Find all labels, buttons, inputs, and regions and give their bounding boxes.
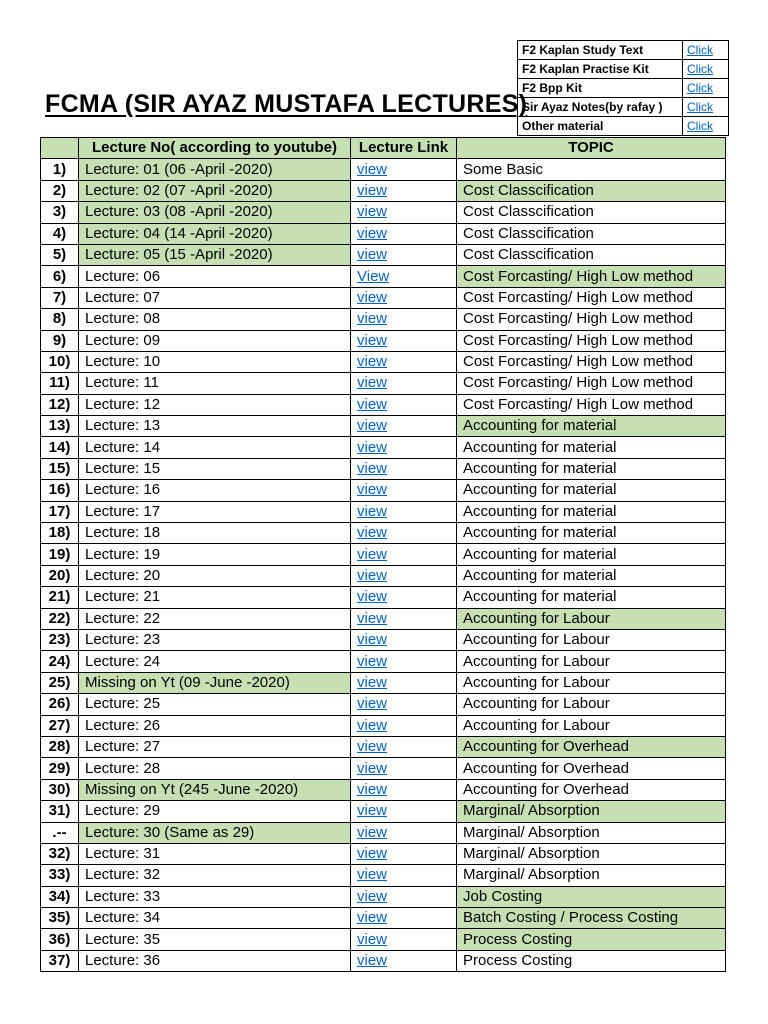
- view-link[interactable]: view: [357, 502, 388, 520]
- table-row: [41, 223, 726, 244]
- lecture-name: Lecture: 27: [79, 736, 351, 757]
- lecture-topic: Cost Classcification: [457, 244, 726, 265]
- lecture-name: Lecture: 03 (08 -April -2020): [79, 202, 351, 223]
- lecture-link-cell: [351, 416, 457, 437]
- row-number: 37): [41, 950, 79, 971]
- table-row: [41, 608, 726, 629]
- lecture-topic: Cost Forcasting/ High Low method: [457, 309, 726, 330]
- lecture-topic: Accounting for Labour: [457, 651, 726, 672]
- lecture-link-cell: [351, 865, 457, 886]
- lecture-link-cell: [351, 523, 457, 544]
- resource-click-link[interactable]: Click: [687, 100, 713, 114]
- lecture-link-cell: [351, 736, 457, 757]
- view-link[interactable]: view: [357, 481, 388, 499]
- lecture-link-cell: [351, 608, 457, 629]
- lecture-link-cell: [351, 929, 457, 950]
- view-link[interactable]: view: [357, 631, 388, 649]
- table-row: [41, 694, 726, 715]
- lecture-topic: Accounting for material: [457, 480, 726, 501]
- view-link[interactable]: view: [357, 203, 388, 221]
- view-link[interactable]: view: [357, 930, 388, 948]
- lecture-link-cell: [351, 715, 457, 736]
- page-title: FCMA (SIR AYAZ MUSTAFA LECTURES): [45, 90, 528, 118]
- lecture-topic: Accounting for Labour: [457, 715, 726, 736]
- lecture-topic: Cost Classcification: [457, 180, 726, 201]
- row-number: 2): [41, 180, 79, 201]
- lecture-link-cell: [351, 480, 457, 501]
- lecture-link-cell: [351, 672, 457, 693]
- view-link[interactable]: view: [357, 909, 388, 927]
- view-link[interactable]: view: [357, 845, 388, 863]
- table-row: [41, 950, 726, 971]
- row-number: 8): [41, 309, 79, 330]
- resource-row: [518, 60, 729, 79]
- lecture-name: Lecture: 33: [79, 886, 351, 907]
- lecture-name: Lecture: 26: [79, 715, 351, 736]
- lecture-table: [40, 137, 726, 972]
- view-link[interactable]: view: [357, 224, 388, 242]
- row-number: 18): [41, 523, 79, 544]
- lecture-topic: Cost Classcification: [457, 202, 726, 223]
- lecture-link-cell: [351, 629, 457, 650]
- row-number: 5): [41, 244, 79, 265]
- lecture-topic: Accounting for material: [457, 523, 726, 544]
- resource-link-cell: [683, 98, 729, 117]
- table-row: [41, 587, 726, 608]
- row-number: 28): [41, 736, 79, 757]
- lecture-name: Lecture: 32: [79, 865, 351, 886]
- resource-click-link[interactable]: Click: [687, 119, 713, 133]
- lecture-name: Lecture: 13: [79, 416, 351, 437]
- row-number: 3): [41, 202, 79, 223]
- row-number: 26): [41, 694, 79, 715]
- table-row: [41, 394, 726, 415]
- lecture-topic: Marginal/ Absorption: [457, 865, 726, 886]
- view-link[interactable]: view: [357, 823, 388, 841]
- table-row: [41, 373, 726, 394]
- row-number: 34): [41, 886, 79, 907]
- row-number: 13): [41, 416, 79, 437]
- view-link[interactable]: view: [357, 395, 388, 413]
- table-row: [41, 672, 726, 693]
- lecture-link-cell: [351, 351, 457, 372]
- row-number: 24): [41, 651, 79, 672]
- lecture-link-cell: [351, 950, 457, 971]
- lecture-name: Lecture: 23: [79, 629, 351, 650]
- row-number: 35): [41, 908, 79, 929]
- table-row: [41, 843, 726, 864]
- lecture-topic: Accounting for Overhead: [457, 736, 726, 757]
- resource-row: [518, 117, 729, 136]
- lecture-topic: Cost Forcasting/ High Low method: [457, 394, 726, 415]
- lecture-topic: Accounting for Labour: [457, 694, 726, 715]
- view-link[interactable]: view: [357, 545, 388, 563]
- view-link[interactable]: view: [357, 887, 388, 905]
- lecture-link-cell: [351, 159, 457, 180]
- row-number: 30): [41, 779, 79, 800]
- resource-link-cell: [683, 79, 729, 98]
- resource-label: Other material: [518, 117, 683, 136]
- row-number: 27): [41, 715, 79, 736]
- lecture-name: Lecture: 08: [79, 309, 351, 330]
- lecture-topic: Cost Forcasting/ High Low method: [457, 287, 726, 308]
- view-link[interactable]: view: [357, 866, 388, 884]
- lecture-link-cell: [351, 309, 457, 330]
- table-row: [41, 736, 726, 757]
- row-number: 12): [41, 394, 79, 415]
- lecture-name: Lecture: 12: [79, 394, 351, 415]
- resources-table: [517, 40, 729, 136]
- lecture-topic: Accounting for Labour: [457, 608, 726, 629]
- lecture-topic: Accounting for Labour: [457, 672, 726, 693]
- row-number: 29): [41, 758, 79, 779]
- lecture-link-cell: [351, 801, 457, 822]
- resource-link-cell: [683, 41, 729, 60]
- table-row: [41, 715, 726, 736]
- row-number: 21): [41, 587, 79, 608]
- header-topic: TOPIC: [457, 138, 726, 159]
- resource-label: Sir Ayaz Notes(by rafay ): [518, 98, 683, 117]
- lecture-link-cell: [351, 394, 457, 415]
- row-number: 23): [41, 629, 79, 650]
- row-number: 7): [41, 287, 79, 308]
- lecture-name: Lecture: 16: [79, 480, 351, 501]
- lecture-topic: Batch Costing / Process Costing: [457, 908, 726, 929]
- table-row: [41, 330, 726, 351]
- view-link[interactable]: view: [357, 802, 388, 820]
- lecture-name: Lecture: 19: [79, 544, 351, 565]
- lecture-link-cell: [351, 373, 457, 394]
- row-number: 22): [41, 608, 79, 629]
- lecture-name: Lecture: 35: [79, 929, 351, 950]
- row-number: 6): [41, 266, 79, 287]
- lecture-name: Lecture: 14: [79, 437, 351, 458]
- row-number: 33): [41, 865, 79, 886]
- lecture-link-cell: [351, 822, 457, 843]
- row-number: 1): [41, 159, 79, 180]
- lecture-link-cell: [351, 565, 457, 586]
- lecture-name: Lecture: 10: [79, 351, 351, 372]
- table-row: [41, 886, 726, 907]
- view-link[interactable]: view: [357, 673, 388, 691]
- lecture-name: Lecture: 36: [79, 950, 351, 971]
- table-row: [41, 779, 726, 800]
- lecture-topic: Marginal/ Absorption: [457, 801, 726, 822]
- view-link[interactable]: view: [357, 524, 388, 542]
- row-number: 11): [41, 373, 79, 394]
- lecture-link-cell: [351, 758, 457, 779]
- view-link[interactable]: view: [357, 588, 388, 606]
- lecture-topic: Cost Forcasting/ High Low method: [457, 330, 726, 351]
- lecture-name: Lecture: 34: [79, 908, 351, 929]
- lecture-name: Missing on Yt (09 -June -2020): [79, 672, 351, 693]
- lecture-name: Lecture: 22: [79, 608, 351, 629]
- lecture-link-cell: [351, 544, 457, 565]
- row-number: 31): [41, 801, 79, 822]
- lecture-link-cell: [351, 651, 457, 672]
- lecture-name: Missing on Yt (245 -June -2020): [79, 779, 351, 800]
- lecture-link-cell: [351, 779, 457, 800]
- resource-row: [518, 41, 729, 60]
- row-number: 20): [41, 565, 79, 586]
- lecture-link-cell: [351, 587, 457, 608]
- row-number: 17): [41, 501, 79, 522]
- lecture-topic: Some Basic: [457, 159, 726, 180]
- table-row: [41, 822, 726, 843]
- lecture-topic: Marginal/ Absorption: [457, 843, 726, 864]
- view-link[interactable]: view: [357, 353, 388, 371]
- lecture-name: Lecture: 18: [79, 523, 351, 544]
- lecture-name: Lecture: 05 (15 -April -2020): [79, 244, 351, 265]
- lecture-link-cell: [351, 458, 457, 479]
- table-row: [41, 309, 726, 330]
- table-row: [41, 266, 726, 287]
- resource-label: F2 Bpp Kit: [518, 79, 683, 98]
- view-link[interactable]: view: [357, 952, 388, 970]
- lecture-name: Lecture: 17: [79, 501, 351, 522]
- lecture-table-body: [41, 159, 726, 972]
- table-row: [41, 758, 726, 779]
- view-link[interactable]: view: [357, 567, 388, 584]
- resource-label: F2 Kaplan Practise Kit: [518, 60, 683, 79]
- view-link[interactable]: view: [357, 652, 388, 670]
- row-number: 10): [41, 351, 79, 372]
- view-link[interactable]: view: [357, 331, 388, 349]
- lecture-topic: Cost Forcasting/ High Low method: [457, 373, 726, 394]
- table-row: [41, 544, 726, 565]
- lecture-name: Lecture: 20: [79, 565, 351, 586]
- resources-table-body: [518, 41, 729, 136]
- resource-click-link[interactable]: Click: [687, 81, 713, 95]
- table-row: [41, 929, 726, 950]
- lecture-link-cell: [351, 266, 457, 287]
- row-number: 36): [41, 929, 79, 950]
- row-number: 14): [41, 437, 79, 458]
- lecture-name: Lecture: 11: [79, 373, 351, 394]
- lecture-link-cell: [351, 287, 457, 308]
- lecture-name: Lecture: 09: [79, 330, 351, 351]
- lecture-link-cell: [351, 501, 457, 522]
- lecture-topic: Marginal/ Absorption: [457, 822, 726, 843]
- table-row: [41, 651, 726, 672]
- lecture-topic: Accounting for Labour: [457, 629, 726, 650]
- header-row: [41, 138, 726, 159]
- table-row: [41, 501, 726, 522]
- resource-row: [518, 79, 729, 98]
- lecture-topic: Accounting for material: [457, 565, 726, 586]
- lecture-topic: Cost Classcification: [457, 223, 726, 244]
- table-row: [41, 458, 726, 479]
- lecture-name: Lecture: 07: [79, 287, 351, 308]
- row-number: 4): [41, 223, 79, 244]
- lecture-name: Lecture: 02 (07 -April -2020): [79, 180, 351, 201]
- resource-label: F2 Kaplan Study Text: [518, 41, 683, 60]
- lecture-link-cell: [351, 202, 457, 223]
- lecture-name: Lecture: 29: [79, 801, 351, 822]
- view-link[interactable]: view: [357, 759, 388, 777]
- lecture-topic: Accounting for material: [457, 544, 726, 565]
- view-link[interactable]: view: [357, 160, 388, 178]
- lecture-topic: Job Costing: [457, 886, 726, 907]
- header-lecture: Lecture No( according to youtube): [79, 138, 351, 159]
- view-link[interactable]: view: [357, 738, 388, 756]
- view-link[interactable]: view: [357, 181, 388, 199]
- table-row: [41, 202, 726, 223]
- view-link[interactable]: view: [357, 310, 388, 328]
- lecture-link-cell: [351, 244, 457, 265]
- table-row: [41, 480, 726, 501]
- row-number: 9): [41, 330, 79, 351]
- table-row: [41, 865, 726, 886]
- lecture-topic: Accounting for Overhead: [457, 758, 726, 779]
- table-row: [41, 908, 726, 929]
- lecture-topic: Process Costing: [457, 950, 726, 971]
- table-row: [41, 180, 726, 201]
- lecture-topic: Accounting for Overhead: [457, 779, 726, 800]
- lecture-name: Lecture: 28: [79, 758, 351, 779]
- table-row: [41, 565, 726, 586]
- view-link[interactable]: view: [357, 695, 388, 713]
- header-number: [41, 138, 79, 159]
- table-row: [41, 416, 726, 437]
- lecture-link-cell: [351, 180, 457, 201]
- lecture-link-cell: [351, 908, 457, 929]
- view-link[interactable]: View: [357, 267, 390, 285]
- lecture-link-cell: [351, 694, 457, 715]
- view-link[interactable]: view: [357, 288, 388, 306]
- view-link[interactable]: view: [357, 780, 388, 798]
- table-row: [41, 801, 726, 822]
- resource-click-link[interactable]: Click: [687, 43, 713, 57]
- row-number: 16): [41, 480, 79, 501]
- lecture-name: Lecture: 30 (Same as 29): [79, 822, 351, 843]
- row-number: 19): [41, 544, 79, 565]
- lecture-topic: Accounting for material: [457, 501, 726, 522]
- lecture-name: Lecture: 15: [79, 458, 351, 479]
- lecture-name: Lecture: 06: [79, 266, 351, 287]
- resource-row: [518, 98, 729, 117]
- view-link[interactable]: view: [357, 246, 388, 264]
- lecture-table-header: [41, 138, 726, 159]
- lecture-topic: Process Costing: [457, 929, 726, 950]
- header-link: Lecture Link: [351, 138, 457, 159]
- table-row: [41, 244, 726, 265]
- lecture-topic: Accounting for material: [457, 458, 726, 479]
- lecture-name: Lecture: 04 (14 -April -2020): [79, 223, 351, 244]
- view-link[interactable]: view: [357, 609, 388, 627]
- lecture-topic: Cost Forcasting/ High Low method: [457, 351, 726, 372]
- lecture-name: Lecture: 24: [79, 651, 351, 672]
- table-row: [41, 351, 726, 372]
- resource-link-cell: [683, 117, 729, 136]
- lecture-name: Lecture: 01 (06 -April -2020): [79, 159, 351, 180]
- row-number: 15): [41, 458, 79, 479]
- lecture-topic: Accounting for material: [457, 587, 726, 608]
- lecture-name: Lecture: 25: [79, 694, 351, 715]
- view-link[interactable]: view: [357, 438, 388, 456]
- resource-link-cell: [683, 60, 729, 79]
- table-row: [41, 523, 726, 544]
- lecture-link-cell: [351, 330, 457, 351]
- table-row: [41, 437, 726, 458]
- lecture-link-cell: [351, 223, 457, 244]
- lecture-link-cell: [351, 886, 457, 907]
- row-number: .--: [41, 822, 79, 843]
- lecture-topic: Accounting for material: [457, 437, 726, 458]
- view-link[interactable]: view: [357, 374, 388, 392]
- resource-click-link[interactable]: Click: [687, 62, 713, 76]
- row-number: 32): [41, 843, 79, 864]
- table-row: [41, 159, 726, 180]
- view-link[interactable]: view: [357, 460, 388, 478]
- lecture-topic: Cost Forcasting/ High Low method: [457, 266, 726, 287]
- lecture-topic: Accounting for material: [457, 416, 726, 437]
- lecture-name: Lecture: 21: [79, 587, 351, 608]
- table-row: [41, 629, 726, 650]
- lecture-name: Lecture: 31: [79, 843, 351, 864]
- row-number: 25): [41, 672, 79, 693]
- view-link[interactable]: view: [357, 417, 388, 435]
- lecture-link-cell: [351, 437, 457, 458]
- lecture-link-cell: [351, 843, 457, 864]
- table-row: [41, 287, 726, 308]
- view-link[interactable]: view: [357, 716, 388, 734]
